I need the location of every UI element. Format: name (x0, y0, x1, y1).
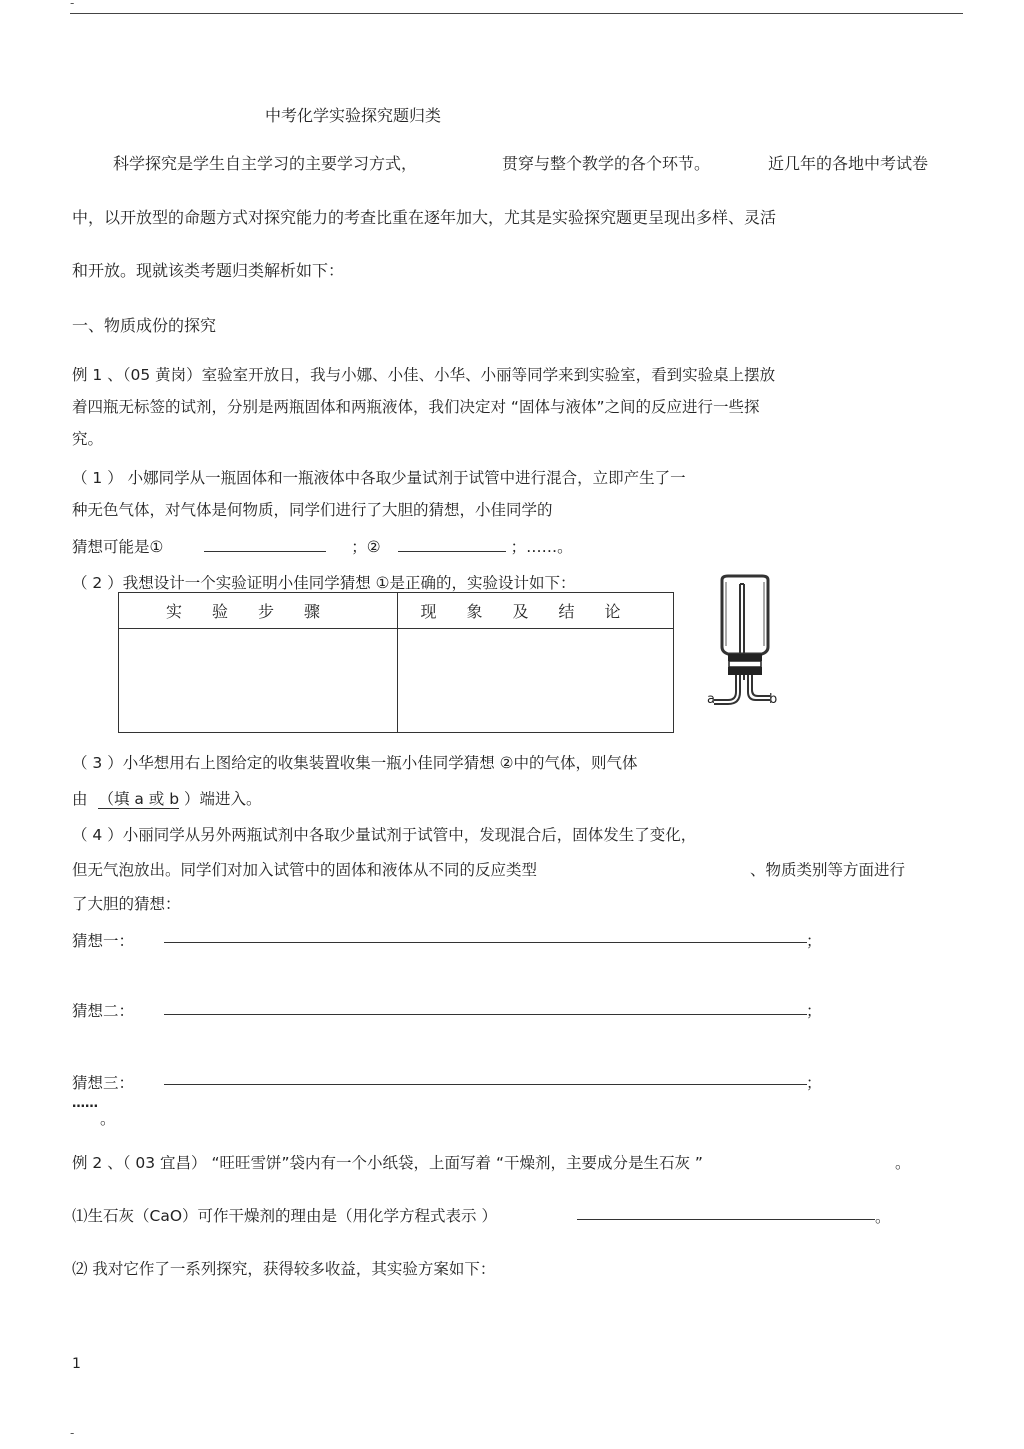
page-title: 中考化学实验探究题归类 (265, 106, 442, 125)
guess-prompt: 猜想可能是① (72, 538, 164, 556)
header-mark: - (70, 0, 75, 10)
ex1-line-3: 究。 (72, 430, 104, 448)
intro-line-1a: 科学探究是学生自主学习的主要学习方式， (113, 154, 418, 173)
ex2-q1-blank[interactable] (577, 1219, 875, 1220)
ex1-line-1: 例 1 、（05 黄岗）室验室开放日，我与小娜、小佳、小华、小丽等同学来到实验室，看到实验桌上摆放 (72, 366, 776, 384)
ex2-q1: ⑴生石灰（CaO）可作干燥剂的理由是（用化学方程式表示 ） (72, 1207, 497, 1225)
bottle-label-b: b (769, 692, 778, 707)
ex1-q3-line-1: （ 3 ）小华想用右上图给定的收集装置收集一瓶小佳同学猜想 ②中的气体，则气体 (72, 754, 638, 772)
header-rule (70, 13, 963, 14)
ex1-q2: （ 2 ）我想设计一个实验证明小佳同学猜想 ①是正确的，实验设计如下： (72, 574, 576, 592)
guess-2-semicolon: ； (806, 1002, 822, 1020)
ex1-q1-line-1: （ 1 ） 小娜同学从一瓶固体和一瓶液体中各取少量试剂于试管中进行混合，立即产生了一 (72, 469, 686, 487)
ex2-line-1: 例 2 、（ 03 宜昌） “旺旺雪饼”袋内有一个小纸袋，上面写着 “干燥剂，主要成分是生石灰 ” (72, 1154, 703, 1172)
ex1-line-2: 着四瓶无标签的试剂，分别是两瓶固体和两瓶液体，我们决定对 “固体与液体”之间的反应进行一些探 (72, 398, 760, 416)
guess-3-blank[interactable] (164, 1084, 807, 1085)
answer-blank-2[interactable] (398, 535, 506, 552)
footer-mark: - (70, 1426, 75, 1440)
ex2-q1-end: 。 (875, 1208, 891, 1226)
ex2-line-1-end: 。 (895, 1154, 911, 1172)
guess-1-semicolon: ； (806, 932, 822, 950)
section-heading: 一、物质成份的探究 (72, 316, 217, 335)
guess-3-label: 猜想三： (72, 1074, 135, 1092)
guess-period: 。 (100, 1110, 116, 1128)
table-cell-results[interactable] (398, 629, 674, 733)
answer-blank-1[interactable] (204, 535, 326, 552)
intro-line-3: 和开放。现就该类考题归类解析如下： (72, 261, 345, 280)
guess-1-blank[interactable] (164, 942, 807, 943)
ex1-q4-line-3: 了大胆的猜想： (72, 895, 181, 913)
experiment-table (118, 592, 674, 733)
table-header-results: 现象及结论 (398, 593, 674, 629)
ex1-q4-line-2a: 但无气泡放出。同学们对加入试管中的固体和液体从不同的反应类型 (72, 861, 538, 879)
guess-1-label: 猜想一： (72, 932, 135, 950)
q3-prefix: 由 (72, 790, 88, 808)
guess-3-semicolon: ； (806, 1074, 822, 1092)
ex1-q1-line-2: 种无色气体，对气体是何物质，同学们进行了大胆的猜想，小佳同学的 (72, 501, 553, 519)
intro-line-1c: 近几年的各地中考试卷 (768, 154, 929, 173)
guess-2-label: 猜想二： (72, 1002, 135, 1020)
ellipsis-text: ；……。 (510, 538, 573, 556)
ex1-q4-line-1: （ 4 ）小丽同学从另外两瓶试剂中各取少量试剂于试管中，发现混合后，固体发生了变化， (72, 826, 697, 844)
table-cell-steps[interactable] (119, 629, 398, 733)
ex1-q4-line-2b: 、物质类别等方面进行 (750, 861, 906, 879)
gas-collection-bottle (700, 572, 790, 712)
ex1-q1-line-3 (72, 535, 573, 557)
guess-ellipsis: …… (72, 1096, 98, 1111)
ex1-q3-line-2 (72, 787, 262, 809)
q3-hint[interactable]: （填 a 或 b (98, 790, 180, 808)
intro-line-1b: 贯穿与整个教学的各个环节。 (502, 154, 711, 173)
table-header-steps: 实验步骤 (119, 593, 398, 629)
q3-suffix: ）端进入。 (184, 790, 262, 808)
intro-line-2: 中，以开放型的命题方式对探究能力的考查比重在逐年加大，尤其是实验探究题更呈现出多样、灵活 (72, 208, 777, 227)
separator: ；② (351, 538, 381, 556)
page-number: 1 (72, 1356, 81, 1372)
guess-2-blank[interactable] (164, 1014, 807, 1015)
bottle-label-a: a (707, 692, 715, 707)
ex2-q2: ⑵ 我对它作了一系列探究，获得较多收益，其实验方案如下： (72, 1260, 496, 1278)
